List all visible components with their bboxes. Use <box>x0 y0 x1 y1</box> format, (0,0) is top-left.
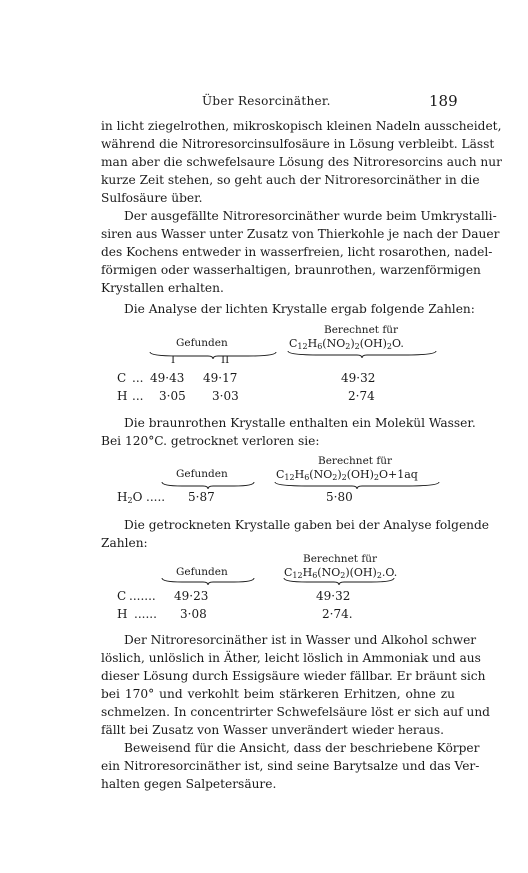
found-value-i: 49·43 <box>150 371 185 385</box>
column-ii: II <box>221 354 230 366</box>
found-brace <box>148 350 278 360</box>
text-line: Bei 120°C. getrocknet verloren sie: <box>101 434 320 448</box>
text-line: siren aus Wasser unter Zusatz von Thierkohle je nach der Dauer <box>101 227 500 241</box>
text-line: kurze Zeit stehen, so geht auch der Nitroresorcinäther in die <box>101 173 480 187</box>
calc-label: Berechnet für <box>324 324 399 336</box>
calc-value: 49·32 <box>341 371 376 385</box>
calc-brace <box>282 576 396 586</box>
leader-dots: ..... <box>146 490 166 504</box>
found-value: 5·87 <box>188 490 215 504</box>
calc-value: 5·80 <box>326 490 353 504</box>
found-value-ii: 49·17 <box>203 371 238 385</box>
calc-value: 49·32 <box>316 589 351 603</box>
element-symbol: C <box>117 371 127 385</box>
text-line: während die Nitroresorcinsulfosäure in Lösung verbleibt. Lässt <box>101 137 495 151</box>
text-line: löslich, unlöslich in Äther, leicht löslich in Ammoniak und aus <box>101 651 481 665</box>
text-line: Die getrockneten Krystalle gaben bei der Analyse folgende <box>124 518 490 532</box>
found-label: Gefunden <box>176 337 228 349</box>
text-line: man aber die schwefelsaure Lösung des Nitroresorcins auch nur <box>101 155 502 169</box>
calc-brace <box>273 480 441 490</box>
text-line: Krystallen erhalten. <box>101 281 224 295</box>
leader-dots: ... <box>132 389 144 403</box>
element-symbol: C <box>117 589 127 603</box>
text-line: fällt bei Zusatz von Wasser unverändert wieder heraus. <box>101 723 444 737</box>
calc-brace <box>286 349 438 359</box>
calc-label: Berechnet für <box>318 455 393 467</box>
found-label: Gefunden <box>176 566 228 578</box>
calc-value: 2·74 <box>348 389 375 403</box>
text-line: Der Nitroresorcinäther ist in Wasser und Alkohol schwer <box>124 633 477 647</box>
found-brace <box>160 576 256 586</box>
text-line: Beweisend für die Ansicht, dass der beschriebene Körper <box>124 741 480 755</box>
text-line: des Kochens entweder in wasserfreien, licht rosarothen, nadel- <box>101 245 493 259</box>
element-symbol: H <box>117 389 128 403</box>
text-line: Der ausgefällte Nitroresorcinäther wurde beim Umkrystalli- <box>124 209 497 223</box>
leader-dots: ... <box>132 371 144 385</box>
leader-dots: ....... <box>129 589 156 603</box>
found-value: 49·23 <box>174 589 209 603</box>
text-line: dieser Lösung durch Essigsäure wieder fällbar. Er bräunt sich <box>101 669 486 683</box>
text-line: halten gegen Salpetersäure. <box>101 777 277 791</box>
text-line: ein Nitroresorcinäther ist, sind seine Barytsalze und das Ver- <box>101 759 480 773</box>
leader-dots: ...... <box>134 607 157 621</box>
calc-formula: $C_{12}H_6(NO_2)(OH)_2.O$. <box>284 566 398 580</box>
found-value-ii: 3·03 <box>212 389 239 403</box>
page-header <box>0 93 528 113</box>
calc-formula: $C_{12}H_6(NO_2)_2(OH)_2O$. <box>289 337 404 351</box>
text-line: schmelzen. In concentrirter Schwefelsäure löst er sich auf und <box>101 705 490 719</box>
page-number: 189 <box>429 92 458 110</box>
found-label: Gefunden <box>176 468 228 480</box>
text-line: Die braunrothen Krystalle enthalten ein Molekül Wasser. <box>124 416 476 430</box>
text-line: Sulfosäure über. <box>101 191 203 205</box>
text-line: in licht ziegelrothen, mikroskopisch kleinen Nadeln ausscheidet, <box>101 119 502 133</box>
running-title: Über Resorcinäther. <box>202 94 331 108</box>
element-symbol: H <box>117 607 128 621</box>
found-value-i: 3·05 <box>159 389 186 403</box>
element-symbol: $H_2O$ <box>117 490 143 505</box>
paragraph-3: Die Analyse der lichten Krystalle ergab folgende Zahlen: <box>124 302 475 316</box>
column-i: I <box>171 354 176 366</box>
calc-formula: $C_{12}H_6(NO_2)_2(OH)_2O+1aq$ <box>276 468 418 482</box>
text-line: Zahlen: <box>101 536 148 550</box>
text-line: bei 170° und verkohlt beim stärkeren Erhitzen, ohne zu <box>101 687 455 701</box>
calc-value: 2·74. <box>322 607 353 621</box>
found-value: 3·08 <box>180 607 207 621</box>
found-brace <box>160 480 256 490</box>
text-line: förmigen oder wasserhaltigen, braunrothen, warzenförmigen <box>101 263 481 277</box>
calc-label: Berechnet für <box>303 553 378 565</box>
